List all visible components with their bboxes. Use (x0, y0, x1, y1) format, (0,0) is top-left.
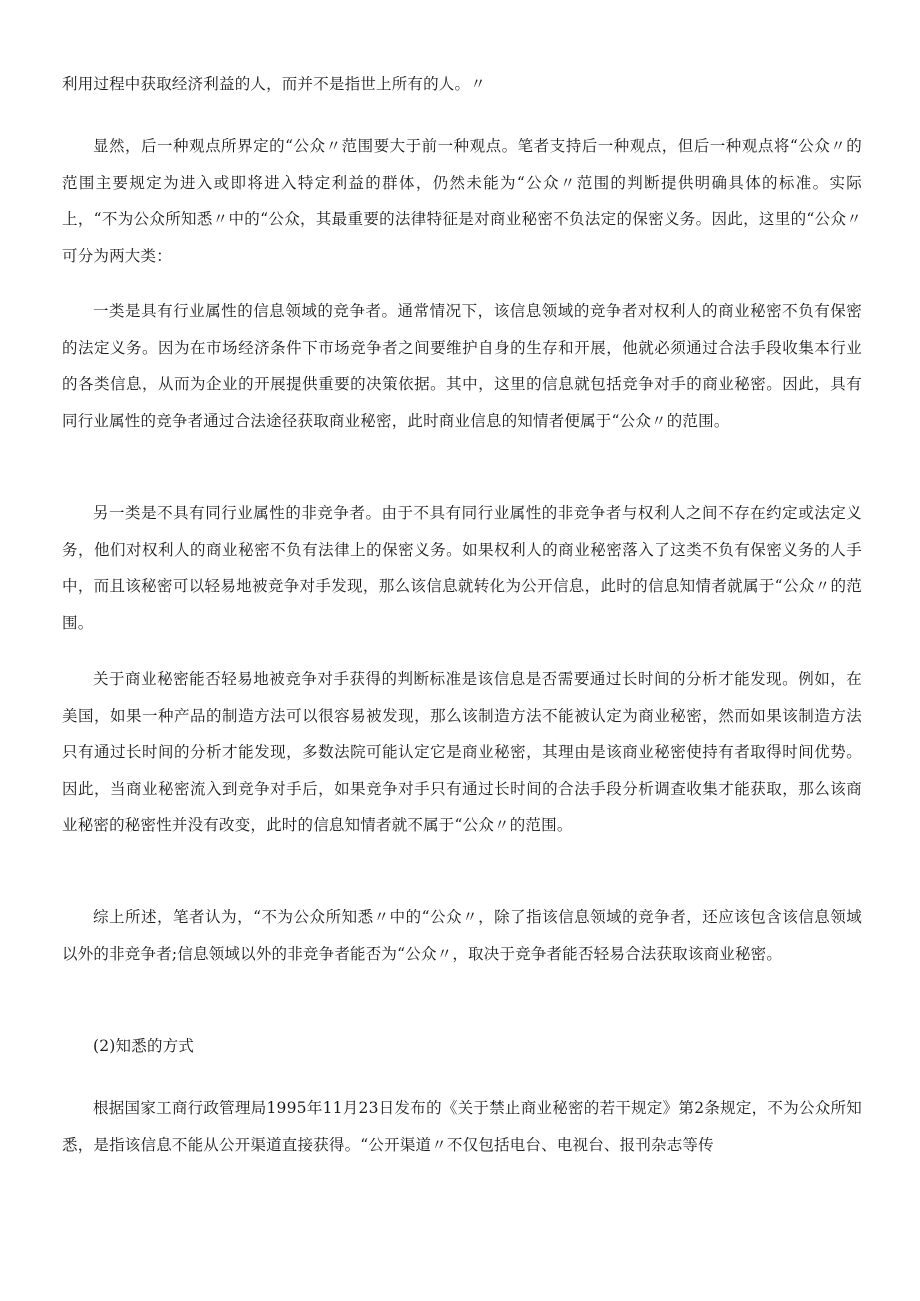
paragraph-4: 另一类是不具有同行业属性的非竞争者。由于不具有同行业属性的非竞争者与权利人之间不存在约定或法定义务，他们对权利人的商业秘密不负有法律上的保密义务。如果权利人的商业秘密落入了这类不负有保密义务的人手中，而且该秘密可以轻易地被竞争对手发现，那么该信息就转化为公开信息，此时的信息知情者就属于“公众〃的范围。 (62, 504, 862, 632)
paragraph-3: 一类是具有行业属性的信息领域的竞争者。通常情况下，该信息领域的竞争者对权利人的商业秘密不负有保密的法定义务。因为在市场经济条件下市场竞争者之间要维护自身的生存和开展，他就必须通过合法手段收集本行业的各类信息，从而为企业的开展提供重要的决策依据。其中，这里的信息就包括竞争对手的商业秘密。因此，具有同行业属性的竞争者通过合法途径获取商业秘密，此时商业信息的知情者便属于“公众〃的范围。 (62, 302, 862, 430)
paragraph-6: 综上所述，笔者认为，“不为公众所知悉〃中的“公众〃，除了指该信息领域的竞争者，还应该包含该信息领域以外的非竞争者;信息领域以外的非竞争者能否为“公众〃，取决于竞争者能否轻易合法获取该商业秘密。 (62, 908, 862, 963)
paragraph-7: 根据国家工商行政管理局1995年11月23日发布的《关于禁止商业秘密的若干规定》第2条规定，不为公众所知悉，是指该信息不能从公开渠道直接获得。“公开渠道〃不仅包括电台、电视台、报刊杂志等传 (62, 1099, 862, 1154)
paragraph-1: 利用过程中获取经济利益的人，而并不是指世上所有的人。〃 (62, 75, 486, 93)
section-heading: (2)知悉的方式 (93, 1037, 195, 1055)
paragraph-5: 关于商业秘密能否轻易地被竞争对手获得的判断标准是该信息是否需要通过长时间的分析才能发现。例如，在美国，如果一种产品的制造方法可以很容易被发现，那么该制造方法不能被认定为商业秘密，然而如果该制造方法只有通过长时间的分析才能发现，多数法院可能认定它是商业秘密，其理由是该商业秘密使持有者取得时间优势。因此，当商业秘密流入到竞争对手后，如果竞争对手只有通过长时间的合法手段分析调查收集才能获取，那么该商业秘密的秘密性并没有改变，此时的信息知情者就不属于“公众〃的范围。 (62, 670, 862, 834)
paragraph-2: 显然，后一种观点所界定的“公众〃范围要大于前一种观点。笔者支持后一种观点，但后一种观点将“公众〃的范围主要规定为进入或即将进入特定利益的群体，仍然未能为“公众〃范围的判断提供明确具体的标准。实际上，“不为公众所知悉〃中的“公众，其最重要的法律特征是对商业秘密不负法定的保密义务。因此，这里的“公众〃可分为两大类： (62, 137, 862, 265)
